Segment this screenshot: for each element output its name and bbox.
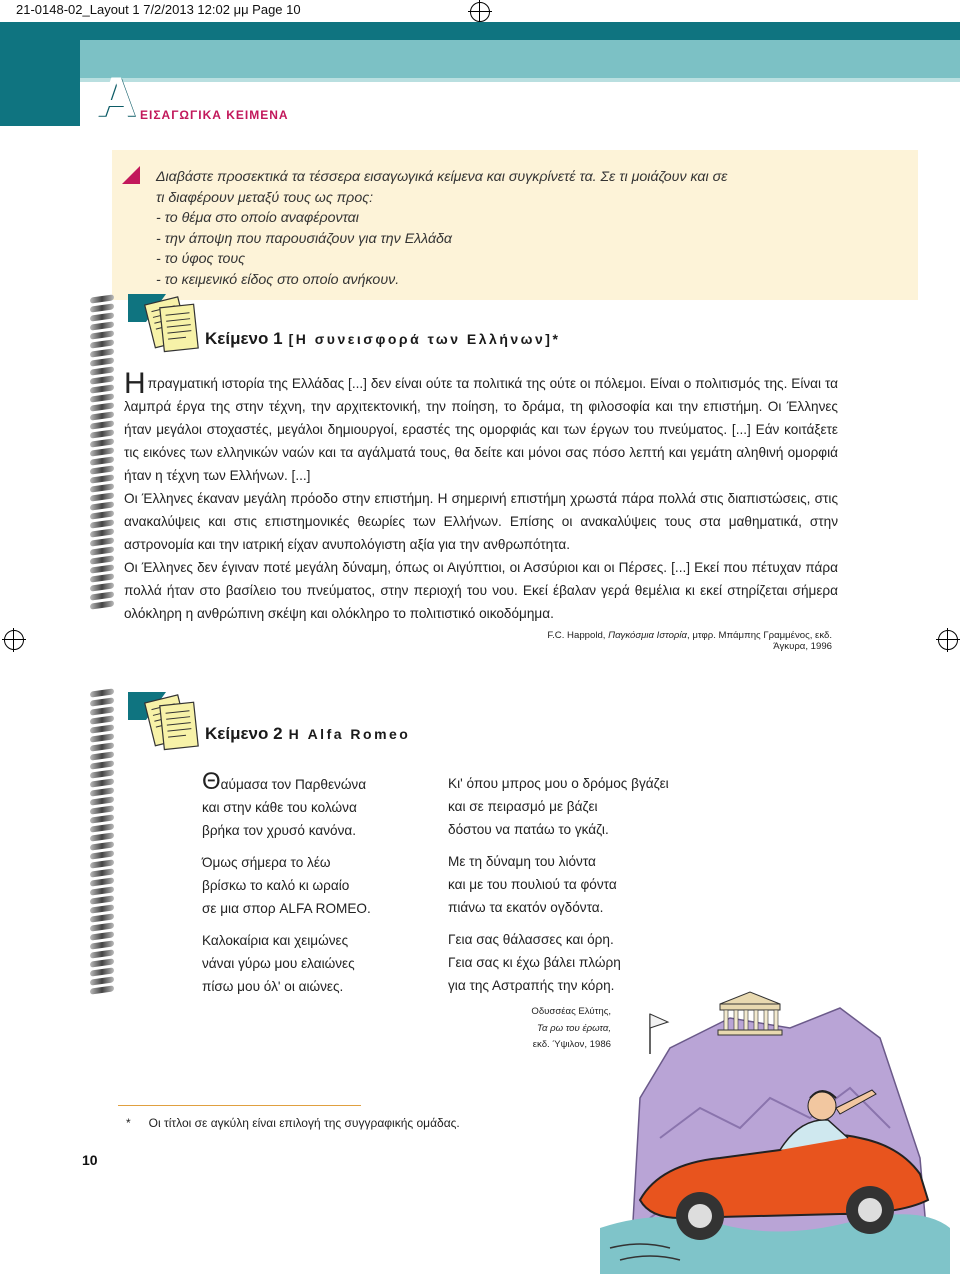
text2-subtitle: Η Alfa Romeo	[288, 726, 411, 742]
footnote: * Οι τίτλοι σε αγκύλη είναι επιλογή της συγγραφικής ομάδας.	[126, 1116, 460, 1130]
instruction-line: - το κειμενικό είδος στο οποίο ανήκουν.	[156, 271, 400, 288]
text1-body	[124, 367, 838, 625]
section-title: ΕΙΣΑΓΩΓΙΚΑ ΚΕΙΜΕΝΑ	[140, 108, 289, 122]
poem-stanza: Θαύμασα τον Παρθενώνα και στην κάθε του κολώνα βρήκα τον χρυσό κανόνα.	[202, 768, 367, 838]
poem-dropcap: Θ	[202, 768, 221, 795]
papers-icon	[128, 292, 208, 354]
spiral-binding-icon	[90, 690, 114, 996]
triangle-marker-icon	[122, 166, 140, 184]
text1-subtitle: [Η συνεισφορά των Ελλήνων]*	[288, 331, 561, 347]
poem-stanza: Όμως σήμερα το λέω βρίσκω το καλό κι ωραίο σε μια σπορ ALFA ROMEO.	[202, 855, 371, 916]
instruction-line: Διαβάστε προσεκτικά τα τέσσερα εισαγωγικά κείμενα και συγκρίνετέ τα. Σε τι μοιάζουν και σε	[156, 169, 728, 185]
text1-paragraph: Η πραγματική ιστορία της Ελλάδας [...] δεν είναι ούτε τα πολιτικά της ούτε οι πόλεμοι. Είναι ο πολιτισμός της. Είναι τα λαμπρά έργα της στην τέχνη, την αρχιτεκτονική, την ποίηση, το δράμα, τη φιλοσοφία και την επιστήμη. Οι Έλληνες ήταν μεγάλοι στοχαστές, μεγάλοι δημιουργοί, εραστές της ομορφιάς και των έργων του πνεύματος. [...] Εάν κοιτάξετε τις εικόνες των ελληνικών ναών και τα αγάλματά τους, θα δείτε και μόνοι σας πόσο λεπτή και γεμάτη αληθινή ομορφιά ήταν η τέχνη των Ελλήνων. [...]	[124, 367, 838, 483]
poem-stanza: Με τη δύναμη του λιόντα και με του πουλιού τα φόντα πιάνω τα εκατόν ογδόντα.	[448, 854, 617, 915]
footnote-rule	[118, 1105, 361, 1106]
poem-stanza: Καλοκαίρια και χειμώνες νάναι γύρω μου ελαιώνες πίσω μου όλ' οι αιώνες.	[202, 933, 355, 994]
page-number: 10	[82, 1152, 98, 1168]
spiral-binding-icon	[90, 296, 114, 611]
poem-stanza: Γεια σας θάλασσες και όρη. Γεια σας κι έχω βάλει πλώρη για της Αστραπής την κόρη.	[448, 932, 621, 993]
text1-paragraph: Οι Έλληνες έκαναν μεγάλη πρόοδο στην επιστήμη. Η σημερινή επιστήμη χρωστά πάρα πολλά στις διαπιστώσεις, στις ανακαλύψεις και στις επιστημονικές θεωρίες των Ελλήνων. Επίσης οι ανακαλύψεις τους στα μαθηματικά, στην αστρονομία και την ιατρική είχαν ανυπολόγιστη αξία για την ανθρωπότητα.	[124, 491, 838, 552]
text1-label: Κείμενο 1	[205, 329, 283, 348]
registration-mark-icon	[4, 630, 24, 650]
flag-icon	[650, 1014, 668, 1054]
poem-column-1	[202, 768, 442, 1007]
text2-label: Κείμενο 2	[205, 724, 283, 743]
section-letter: Α	[96, 65, 135, 128]
print-slug: 21-0148-02_Layout 1 7/2/2013 12:02 μμ Page 10	[16, 2, 301, 17]
registration-mark-icon	[938, 630, 958, 650]
text2-title	[205, 724, 410, 744]
text1-paragraph: Οι Έλληνες δεν έγιναν ποτέ μεγάλη δύναμη, όπως οι Αιγύπτιοι, οι Ασσύριοι και οι Πέρσες. [...] Εκεί που πέτυχαν πάρα πολλά ήταν στο βασίλειο του πνεύματος, στην περιοχή του νου. Εκεί έβαλαν γερά θεμέλια κι εκεί στηρίζεται σήμερα ολόκληρη η ανθρώπινη σκέψη και ολόκληρο το πολιτιστικό οικοδόμημα.	[124, 560, 838, 621]
poem-stanza: Κι' όπου μπρος μου ο δρόμος βγάζει και σε πειρασμό με βάζει δόστου να πατάω το γκάζι.	[448, 776, 669, 837]
instructions-text	[156, 167, 896, 290]
poem-column-2	[448, 772, 708, 1006]
text2-source: Οδυσσέας Ελύτης, Τα ρω του έρωτα, εκδ. Ύψιλον, 1986	[531, 1006, 611, 1050]
dropcap: Η	[124, 367, 146, 400]
text1-source: F.C. Happold, Παγκόσμια Ιστορία, μτφρ. Μπάμπης Γραμμένος, εκδ. Άγκυρα, 1996	[547, 630, 832, 652]
papers-icon	[128, 690, 208, 752]
instruction-line: τι διαφέρουν μεταξύ τους ως προς:	[156, 189, 374, 206]
instruction-line: - το ύφος τους	[156, 251, 246, 267]
car-parthenon-illustration	[600, 978, 950, 1274]
text1-title	[205, 329, 560, 349]
instruction-line: - την άποψη που παρουσιάζουν για την Ελλάδα	[156, 230, 453, 247]
instruction-line: - το θέμα στο οποίο αναφέρονται	[156, 210, 359, 226]
